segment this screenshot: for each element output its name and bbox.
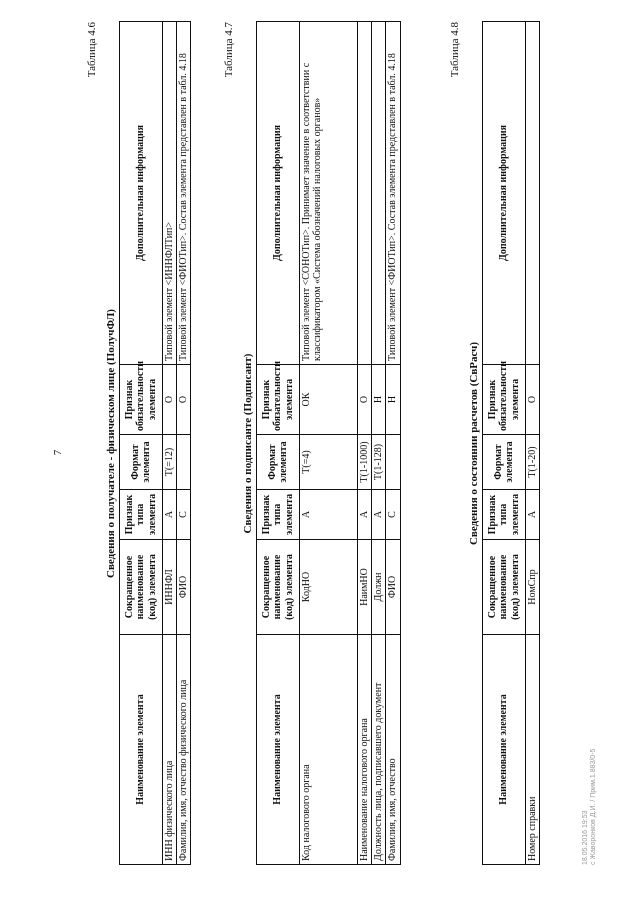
cell-name: Должность лица, подписавшего документ bbox=[372, 635, 386, 865]
cell-type: А bbox=[358, 490, 372, 540]
stamp-line: с Жаворонков Д.И. / Прим.1.883/0-5 bbox=[590, 748, 598, 865]
table-row bbox=[386, 22, 400, 865]
header-short-name: Сокращенное наименование (код) элемента bbox=[257, 540, 300, 635]
header-type: Признак типа элемента bbox=[483, 490, 526, 540]
cell-required: ОК bbox=[300, 365, 358, 435]
header-required: Признак обязательности элемента bbox=[120, 365, 163, 435]
cell-type: А bbox=[300, 490, 358, 540]
header-required: Признак обязательности элемента bbox=[257, 365, 300, 435]
cell-info: Типовой элемент <ФИОТип>. Состав элемента представлен в табл. 4.18 bbox=[177, 22, 191, 365]
header-format: Формат элемента bbox=[120, 435, 163, 490]
cell-info bbox=[526, 22, 540, 365]
table-row bbox=[372, 22, 386, 865]
cell-name: Фамилия, имя, отчество физического лица bbox=[177, 635, 191, 865]
header-type: Признак типа элемента bbox=[257, 490, 300, 540]
table-row bbox=[300, 22, 358, 865]
cell-required: О bbox=[177, 365, 191, 435]
header-element-name: Наименование элемента bbox=[120, 635, 163, 865]
cell-code: ФИО bbox=[386, 540, 400, 635]
cell-name: Фамилия, имя, отчество bbox=[386, 635, 400, 865]
cell-format: T(1-128) bbox=[372, 435, 386, 490]
cell-format bbox=[177, 435, 191, 490]
cell-type: А bbox=[372, 490, 386, 540]
cell-name: Код налогового органа bbox=[300, 635, 358, 865]
scan-stamp bbox=[582, 749, 598, 865]
cell-type: А bbox=[163, 490, 177, 540]
cell-format: T(=4) bbox=[300, 435, 358, 490]
header-format: Формат элемента bbox=[257, 435, 300, 490]
cell-code: ФИО bbox=[177, 540, 191, 635]
cell-format: T(=12) bbox=[163, 435, 177, 490]
table-row bbox=[526, 22, 540, 865]
cell-format bbox=[386, 435, 400, 490]
cell-code: ИННФЛ bbox=[163, 540, 177, 635]
cell-info bbox=[358, 22, 372, 365]
cell-format: T(1-20) bbox=[526, 435, 540, 490]
cell-info: Типовой элемент <СОНОТип>. Принимает значение в соответствии с классификатором «Система обозначений налоговых органов» bbox=[300, 22, 358, 365]
cell-name: Номер справки bbox=[526, 635, 540, 865]
table-4-6-label: Таблица 4.6 bbox=[86, 22, 98, 78]
cell-info: Типовой элемент <ФИОТип>. Состав элемента представлен в табл. 4.18 bbox=[386, 22, 400, 365]
cell-format: T(1-1000) bbox=[358, 435, 372, 490]
cell-name: Наименование налогового органа bbox=[358, 635, 372, 865]
cell-required: Н bbox=[386, 365, 400, 435]
page-number: 7 bbox=[52, 449, 64, 456]
table-4-7-title: Сведения о подписанте (Подписант) bbox=[242, 353, 254, 534]
header-info: Дополнительная информация bbox=[483, 22, 526, 365]
cell-code: КодНО bbox=[300, 540, 358, 635]
header-element-name: Наименование элемента bbox=[483, 635, 526, 865]
header-short-name: Сокращенное наименование (код) элемента bbox=[120, 540, 163, 635]
cell-required: О bbox=[163, 365, 177, 435]
header-required: Признак обязательности элемента bbox=[483, 365, 526, 435]
cell-code: НаимНО bbox=[358, 540, 372, 635]
cell-required: Н bbox=[372, 365, 386, 435]
header-short-name: Сокращенное наименование (код) элемента bbox=[483, 540, 526, 635]
header-type: Признак типа элемента bbox=[120, 490, 163, 540]
header-element-name: Наименование элемента bbox=[257, 635, 300, 865]
stamp-line: 18.05.2016 19:53 bbox=[582, 810, 589, 865]
table-4-7-label: Таблица 4.7 bbox=[223, 22, 235, 78]
cell-type: А bbox=[526, 490, 540, 540]
table-4-6 bbox=[119, 21, 191, 865]
cell-code: НомСпр bbox=[526, 540, 540, 635]
cell-type: С bbox=[386, 490, 400, 540]
table-4-7 bbox=[256, 21, 401, 865]
cell-code: Должн bbox=[372, 540, 386, 635]
table-4-8 bbox=[482, 21, 540, 865]
cell-info bbox=[372, 22, 386, 365]
table-4-8-title: Сведения о состоянии расчетов (СвРасч) bbox=[468, 341, 480, 546]
cell-required: О bbox=[358, 365, 372, 435]
cell-type: С bbox=[177, 490, 191, 540]
header-info: Дополнительная информация bbox=[257, 22, 300, 365]
table-row bbox=[163, 22, 177, 865]
cell-name: ИНН физического лица bbox=[163, 635, 177, 865]
header-format: Формат элемента bbox=[483, 435, 526, 490]
table-row bbox=[358, 22, 372, 865]
cell-required: О bbox=[526, 365, 540, 435]
cell-info: Типовой элемент <ИННФЛТип> bbox=[163, 22, 177, 365]
table-row bbox=[177, 22, 191, 865]
table-4-6-title: Сведения о получателе - физическом лице (ПолучФЛ) bbox=[105, 309, 117, 578]
table-4-8-label: Таблица 4.8 bbox=[449, 22, 461, 78]
header-info: Дополнительная информация bbox=[120, 22, 163, 365]
